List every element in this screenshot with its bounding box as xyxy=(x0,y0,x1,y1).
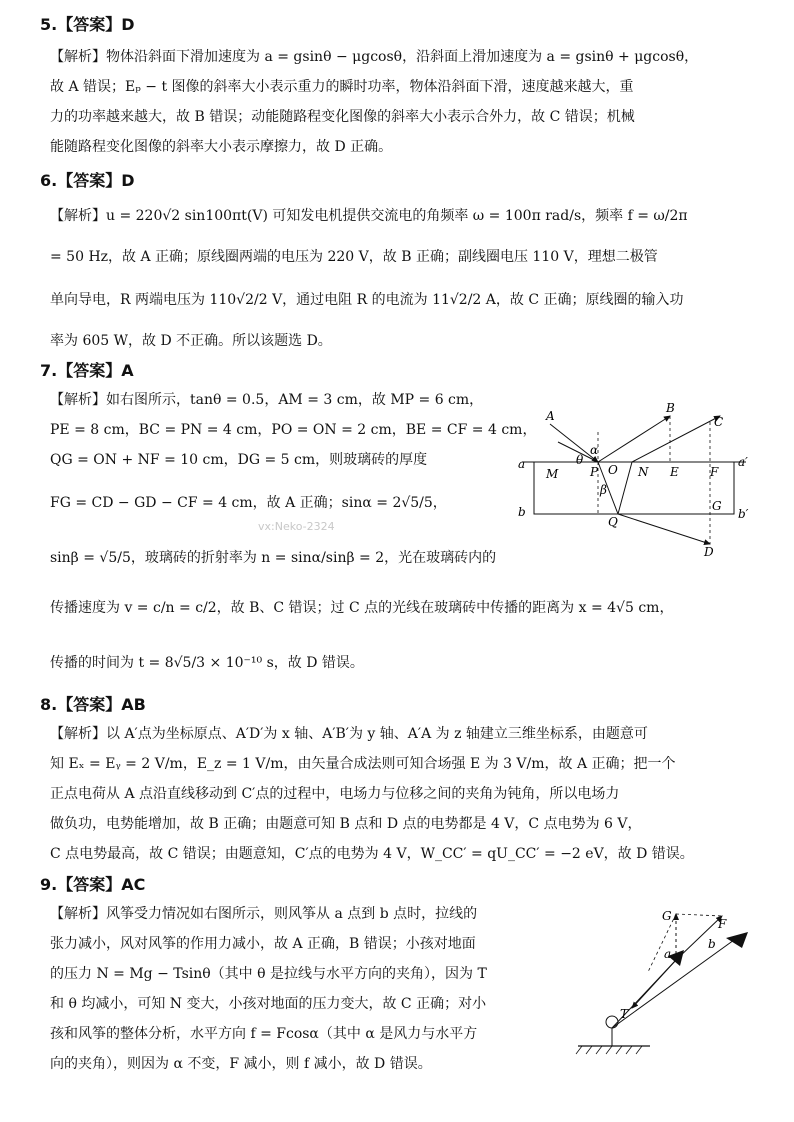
q9-line: 孩和风筝的整体分析，水平方向 f = Fcosα（其中 α 是风力与水平方 xyxy=(50,1026,478,1042)
watermark: vx:Neko-2324 xyxy=(258,520,335,533)
label-M: M xyxy=(546,467,559,481)
string-b xyxy=(612,940,734,1028)
q8-line: 知 Eₓ = Eᵧ = 2 V/m，E_z = 1 V/m，由矢量合成法则可知合场强 E 为 3 V/m，故 A 正确；把一个 xyxy=(50,756,676,772)
label-alpha: α xyxy=(590,443,599,457)
q5-line: 故 A 错误；Eₚ − t 图像的斜率大小表示重力的瞬时功率，物体沿斜面下滑，速度越来越大，重 xyxy=(50,79,634,95)
q9-line: 的压力 N = Mg − Tsinθ（其中 θ 是拉线与水平方向的夹角），因为 T xyxy=(50,966,487,982)
label-F: F xyxy=(710,465,719,479)
q7-line: 传播速度为 v = c/n = c/2，故 B、C 错误；过 C 点的光线在玻璃砖中传播的距离为 x = 4√5 cm， xyxy=(50,600,674,616)
kite-b-icon xyxy=(726,932,748,948)
q8-line: 【解析】以 A′点为坐标原点、A′D′为 x 轴、A′B′为 y 轴、A′A 为 z 轴建立三维坐标系，由题意可 xyxy=(50,726,648,742)
label-theta: θ xyxy=(576,453,584,467)
label-N: N xyxy=(638,465,649,479)
ray-to-C xyxy=(632,416,720,462)
label-O: O xyxy=(608,463,618,477)
q8-header: 8.【答案】AB xyxy=(40,695,146,714)
label-beta: β xyxy=(600,483,607,497)
glass-block xyxy=(534,462,734,514)
q5-line: 力的功率越来越大，故 B 错误；动能随路程变化图像的斜率大小表示合外力，故 C 错误；机械 xyxy=(50,109,635,125)
q6-header: 6.【答案】D xyxy=(40,171,135,190)
label-A: A xyxy=(546,409,555,423)
ray-N-Q xyxy=(618,462,632,514)
child-head xyxy=(606,1016,618,1028)
label-a-prime: a′ xyxy=(738,455,748,469)
q9-line: 向的夹角），则因为 α 不变，F 减小，则 f 减小，故 D 错误。 xyxy=(50,1056,432,1072)
label-b: b xyxy=(518,505,526,519)
figure-9-diagram xyxy=(572,900,772,1060)
q5-line: 【解析】物体沿斜面下滑加速度为 a = gsinθ − μgcosθ，沿斜面上滑加速度为 a = gsinθ + μgcosθ， xyxy=(50,49,699,65)
ray-to-B xyxy=(598,416,670,462)
q9-line: 【解析】风筝受力情况如右图所示，则风筝从 a 点到 b 点时，拉线的 xyxy=(50,906,478,922)
q7-line: 传播的时间为 t = 8√5/3 × 10⁻¹⁰ s，故 D 错误。 xyxy=(50,655,364,671)
label-P: P xyxy=(590,465,599,479)
q6-line: = 50 Hz，故 A 正确；原线圈两端的电压为 220 V，故 B 正确；副线圈电压 110 V，理想二极管 xyxy=(50,249,658,265)
label-T: T xyxy=(620,1007,629,1021)
label-D: D xyxy=(704,545,714,559)
q8-line: 做负功，电势能增加，故 B 正确；由题意可知 B 点和 D 点的电势都是 4 V，C 点电势为 6 V， xyxy=(50,816,642,832)
label-C: C xyxy=(714,415,724,429)
q9-line: 张力减小，风对风筝的作用力减小，故 A 正确，B 错误；小孩对地面 xyxy=(50,936,476,952)
q7-line: 【解析】如右图所示，tanθ = 0.5，AM = 3 cm，故 MP = 6 cm， xyxy=(50,392,484,408)
q8-line: C 点电势最高，故 C 错误；由题意知，C′点的电势为 4 V，W_CC′ = qU_CC′ = −2 eV，故 D 错误。 xyxy=(50,846,694,862)
q7-line: FG = CD − GD − CF = 4 cm，故 A 正确；sinα = 2√5/5， xyxy=(50,495,447,511)
label-b: b xyxy=(708,937,716,951)
q9-header: 9.【答案】AC xyxy=(40,875,146,894)
parallelogram-top xyxy=(676,914,722,916)
q5-header: 5.【答案】D xyxy=(40,15,135,34)
label-a: a xyxy=(518,457,526,471)
label-E: E xyxy=(670,465,679,479)
q5-line: 能随路程变化图像的斜率大小表示摩擦力，故 D 正确。 xyxy=(50,139,393,155)
q8-line: 正点电荷从 A 点沿直线移动到 C′点的过程中，电场力与位移之间的夹角为钝角，所以电场力 xyxy=(50,786,620,802)
label-G: G xyxy=(662,909,672,923)
q9-line: 和 θ 均减小，可知 N 变大，小孩对地面的压力变大，故 C 正确；对小 xyxy=(50,996,487,1012)
ray-to-D xyxy=(618,514,710,544)
label-B: B xyxy=(666,402,675,415)
figure-7-diagram xyxy=(510,402,770,560)
q6-line: 单向导电，R 两端电压为 110√2/2 V，通过电阻 R 的电流为 11√2/2 A，故 C 正确；原线圈的输入功 xyxy=(50,292,684,308)
tension-arrow xyxy=(632,960,676,1008)
q7-line: QG = ON + NF = 10 cm，DG = 5 cm，则玻璃砖的厚度 xyxy=(50,452,428,468)
label-G: G xyxy=(712,499,722,513)
ground-hatch xyxy=(576,1046,642,1054)
q7-header: 7.【答案】A xyxy=(40,361,134,380)
q6-line: 【解析】u = 220√2 sin100πt(V) 可知发电机提供交流电的角频率 ω = 100π rad/s，频率 f = ω/2π xyxy=(50,208,688,224)
label-a: a xyxy=(664,947,672,961)
label-Q: Q xyxy=(608,515,618,529)
label-b-prime: b′ xyxy=(738,507,749,521)
q6-line: 率为 605 W，故 D 不正确。所以该题选 D。 xyxy=(50,333,332,349)
q7-line: sinβ = √5/5，玻璃砖的折射率为 n = sinα/sinβ = 2，光在玻璃砖内的 xyxy=(50,550,497,566)
label-F: F xyxy=(718,917,727,931)
q7-line: PE = 8 cm，BC = PN = 4 cm，PO = ON = 2 cm，BE = CF = 4 cm， xyxy=(50,422,537,438)
